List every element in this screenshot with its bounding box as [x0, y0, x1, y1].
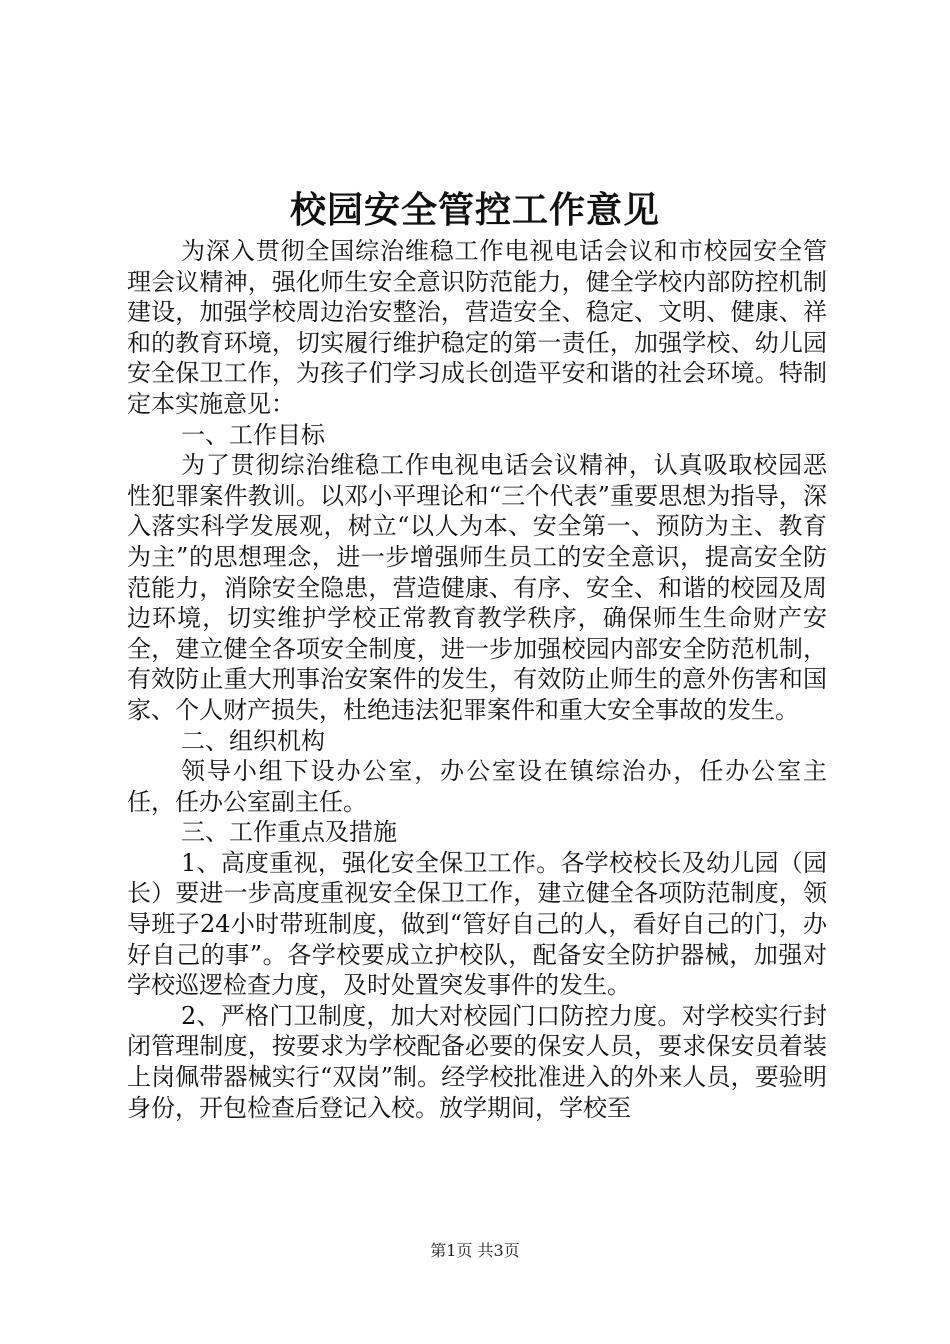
section-heading-goals: 一、工作目标 — [181, 420, 325, 449]
intro-paragraph: 为深入贯彻全国综治维稳工作电视电话会议和市校园安全管理会议精神，强化师生安全意识防范能力，健全学校内部防控机制建设，加强学校周边治安整治，营造安全、稳定、文明、健康、祥和的教育环境，切实履行维护稳定的第一责任，加强学校、幼儿园安全保卫工作，为孩子们学习成长创造平安和谐的社会环境。特制定本实施意见： — [127, 237, 827, 418]
page-footer: 第1页 共3页 — [430, 1241, 520, 1260]
section-heading-organization: 二、组织机构 — [181, 726, 325, 755]
document-title: 校园安全管控工作意见 — [289, 189, 660, 231]
organization-paragraph: 领导小组下设办公室，办公室设在镇综治办，任办公室主任，任办公室副主任。 — [127, 757, 827, 816]
goals-paragraph: 为了贯彻综治维稳工作电视电话会议精神，认真吸取校园恶性犯罪案件教训。以邓小平理论和“三个代表”重要思想为指导，深入落实科学发展观，树立“以人为本、安全第一、预防为主、教育为主”的思想理念，进一步增强师生员工的安全意识，提高安全防范能力，消除安全隐患，营造健康、有序、安全、和谐的校园及周边环境，切实维护学校正常教育教学秩序，确保师生生命财产安全，建立健全各项安全制度，进一步加强校园内部安全防范机制，有效防止重大刑事治安案件的发生，有效防止师生的意外伤害和国家、个人财产损失，杜绝违法犯罪案件和重大安全事故的发生。 — [127, 451, 827, 724]
document-body — [127, 236, 827, 1123]
section-heading-measures: 三、工作重点及措施 — [181, 818, 397, 847]
measure-paragraph-1: 1、高度重视，强化安全保卫工作。各学校校长及幼儿园（园长）要进一步高度重视安全保卫工作，建立健全各项防范制度，领导班子24小时带班制度，做到“管好自己的人，看好自己的门，办好自己的事”。各学校要成立护校队，配备安全防护器械，加强对学校巡逻检查力度，及时处置突发事件的发生。 — [127, 848, 827, 1000]
measure-paragraph-2: 2、严格门卫制度，加大对校园门口防控力度。对学校实行封闭管理制度，按要求为学校配备必要的保安人员，要求保安员着装上岗佩带器械实行“双岗”制。经学校批准进入的外来人员，要验明身份，开包检查后登记入校。放学期间，学校至 — [127, 1001, 827, 1122]
